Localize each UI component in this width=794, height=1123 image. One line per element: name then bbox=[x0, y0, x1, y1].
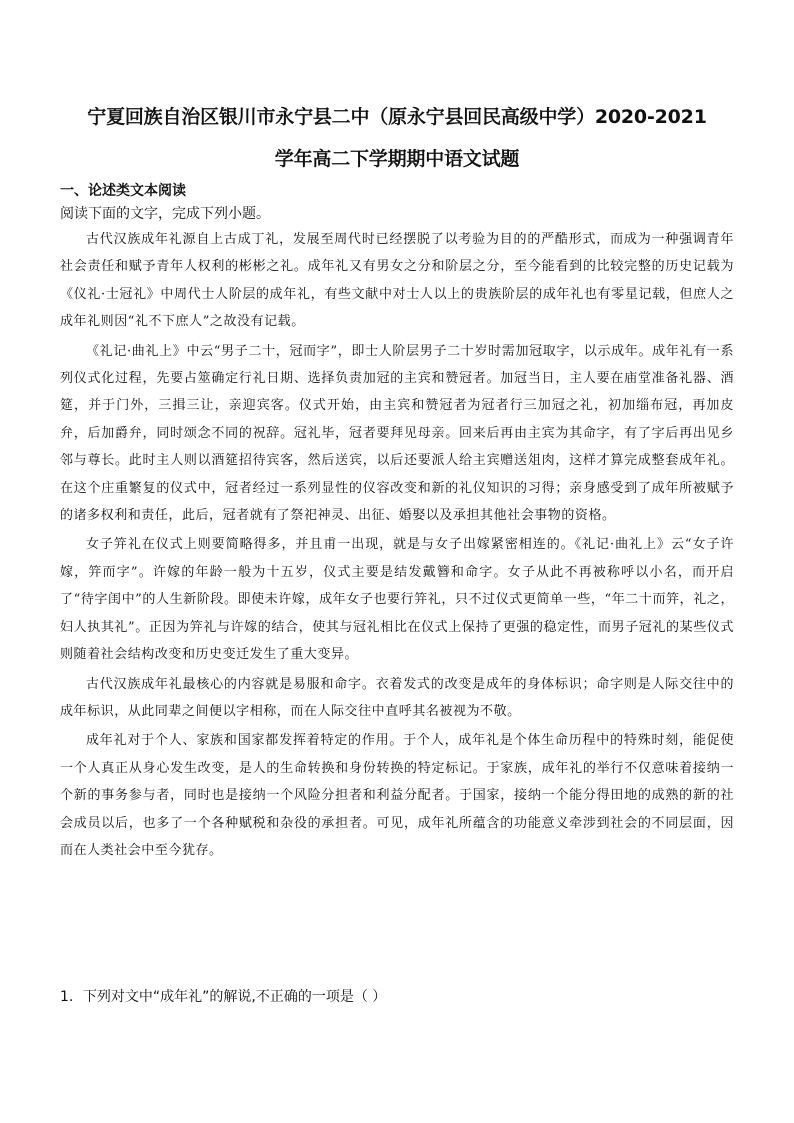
passage-paragraph: 《礼记·曲礼上》中云“男子二十，冠而字”，即士人阶层男子二十岁时需加冠取字，以示成年。成年礼有一系列仪式化过程，先要占筮确定行礼日期、选择负责加冠的主宾和赞冠者。加冠当日，主人要在庙堂准备礼器、酒筵，并于门外，三揖三让，亲迎宾客。仪式开始，由主宾和赞冠者为冠者行三加冠之礼，初加缁布冠，再加皮弁，后加爵弁，同时颂念不同的祝辞。冠礼毕，冠者要拜见母亲。回来后再由主宾为其命字，有了字后再出见乡邻与尊长。此时主人则以酒筵招待宾客，然后送宾，以后还要派人给主宾赠送俎肉，这样才算完成整套成年礼。在这个庄重繁复的仪式中，冠者经过一系列显性的仪容改变和新的礼仪知识的习得；亲身感受到了成年所被赋予的诸多权利和责任，此后，冠者就有了祭祀神灵、出征、婚娶以及承担其他社会事物的资格。 bbox=[60, 343, 734, 524]
passage-paragraph: 成年礼对于个人、家族和国家都发挥着特定的作用。于个人，成年礼是个体生命历程中的特殊时刻，能促使一个人真正从身心发生改变，是人的生命转换和身份转换的特定标记。于家族，成年礼的举行不仅意味着接纳一个新的事务参与者，同时也是接纳一个风险分担者和利益分配者。于国家，接纳一个能分得田地的成熟的新的社会成员以后，也多了一个各种赋税和杂役的承担者。可见，成年礼所蕴含的功能意义牵涉到社会的不同层面，因而在人类社会中至今犹存。 bbox=[60, 733, 734, 858]
question-1: 1．下列对文中“成年礼”的解说,不正确的一项是（ ） bbox=[60, 989, 387, 1005]
section-heading: 一、论述类文本阅读 bbox=[60, 183, 186, 199]
document-title-line-2: 学年高二下学期期中语文试题 bbox=[274, 148, 520, 170]
reading-instruction: 阅读下面的文字，完成下列小题。 bbox=[60, 206, 270, 222]
passage-paragraph: 女子笄礼在仪式上则要简略得多，并且甫一出现，就是与女子出嫁紧密相连的。《礼记·曲礼上》云“女子许嫁，笄而字”。许嫁的年龄一般为十五岁，仪式主要是结发戴簪和命字。女子从此不再被称呼以小名，而开启了“待字闺中”的人生新阶段。即使未许嫁，成年女子也要行笄礼，只不过仪式更简单一些，“年二十而笄，礼之，妇人执其礼”。正因为笄礼与许嫁的结合，使其与冠礼相比在仪式上保持了更强的稳定性，而男子冠礼的某些仪式则随着社会结构改变和历史变迁发生了重大变异。 bbox=[60, 537, 734, 663]
passage-body bbox=[60, 226, 734, 866]
passage-paragraph: 古代汉族成年礼源自上古成丁礼，发展至周代时已经摆脱了以考验为目的的严酷形式，而成为一种强调青年社会责任和赋予青年人权利的彬彬之礼。成年礼又有男女之分和阶层之分，至今能看到的比较完整的历史记载为《仪礼·士冠礼》中周代士人阶层的成年礼，有些文献中对士人以上的贵族阶层的成年礼也有零星记载，但庶人之成年礼则因“礼不下庶人”之故没有记载。 bbox=[60, 232, 734, 330]
document-title-line-1: 宁夏回族自治区银川市永宁县二中（原永宁县回民高级中学）2020-2021 bbox=[87, 106, 707, 128]
passage-paragraph: 古代汉族成年礼最核心的内容就是易服和命字。衣着发式的改变是成年的身体标识；命字则是人际交往中的成年标识，从此同辈之间便以字相称，而在人际交往中直呼其名被视为不敬。 bbox=[60, 676, 734, 719]
